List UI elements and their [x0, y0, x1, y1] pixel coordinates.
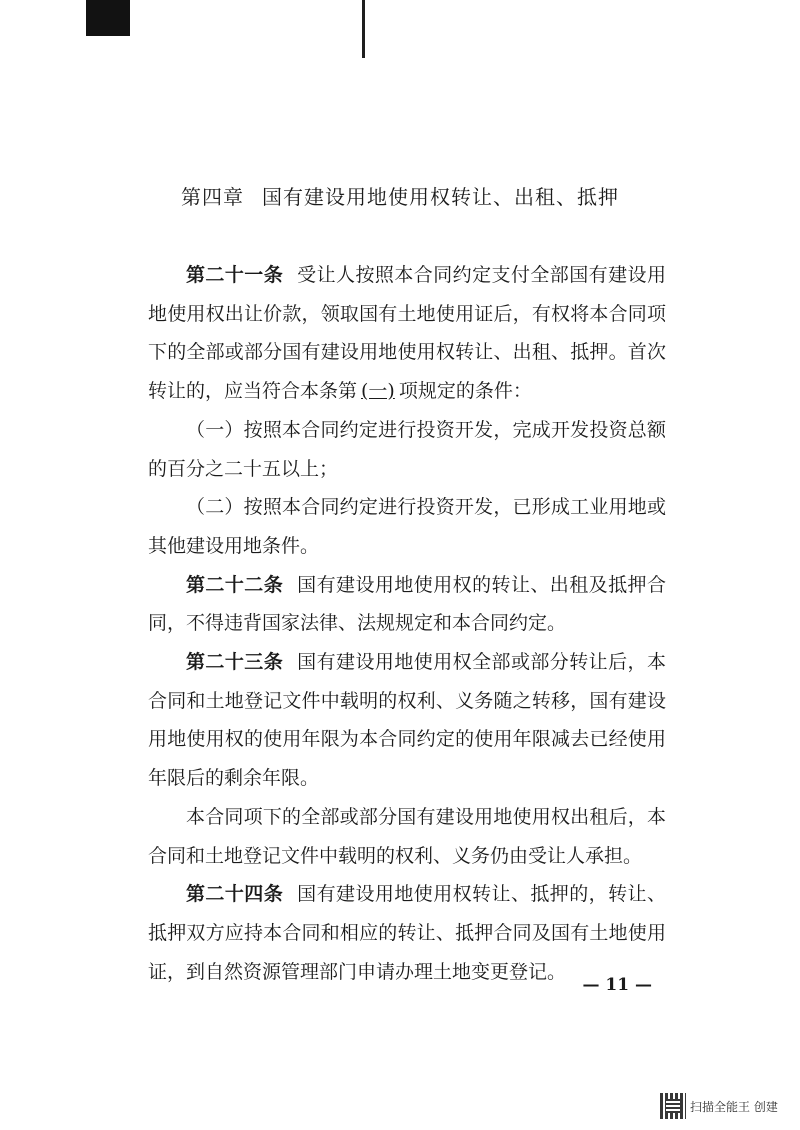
article-23-text: 国有建设用地使用权全部或部分转让后，本合同和土地登记文件中载明的权利、义务随之转移，国有建设用地使用权的使用年限为本合同约定的使用年限减去已经使用年限后的剩余年限。 [148, 651, 666, 790]
article-22-text: 国有建设用地使用权的转让、出租及抵押合同，不得违背国家法律、法规规定和本合同约定。 [148, 573, 666, 635]
article-24 [148, 875, 666, 991]
article-24-label: 第二十四条 [186, 883, 284, 906]
article-21 [148, 256, 666, 411]
article-21-item-2: （二）按照本合同约定进行投资开发，已形成工业用地或其他建设用地条件。 [148, 496, 666, 557]
chapter-heading [0, 181, 800, 210]
scan-edge-mark [86, 0, 130, 36]
article-22-label: 第二十二条 [186, 573, 284, 596]
article-21-option: (一) [361, 380, 395, 403]
article-22 [148, 566, 666, 643]
scanner-watermark [660, 1093, 778, 1119]
page-number: — 11 — [582, 975, 652, 995]
article-23-paragraph-2: 本合同项下的全部或部分国有建设用地使用权出租后，本合同和土地登记文件中载明的权利、义务仍由受让人承担。 [148, 805, 666, 867]
article-23 [148, 643, 666, 798]
article-24-text: 国有建设用地使用权转让、抵押的，转让、抵押双方应持本合同和相应的转让、抵押合同及国有土地使用证，到自然资源管理部门申请办理土地变更登记。 [148, 883, 666, 983]
article-21-item-1: （一）按照本合同约定进行投资开发，完成开发投资总额的百分之二十五以上； [148, 418, 666, 480]
qr-code-icon [660, 1093, 686, 1119]
scanner-watermark-text: 扫描全能王 创建 [690, 1099, 778, 1114]
article-21-text-b: 项规定的条件： [398, 380, 532, 403]
article-23-label: 第二十三条 [186, 651, 284, 674]
scan-binding-line [362, 0, 365, 58]
chapter-number: 第四章 [181, 185, 244, 209]
document-body [148, 256, 666, 991]
chapter-title: 国有建设用地使用权转让、出租、抵押 [262, 185, 619, 209]
article-21-label: 第二十一条 [186, 264, 284, 286]
article-21-text-a: 受让人按照本合同约定支付全部国有建设用地使用权出让价款，领取国有土地使用证后，有权将本合同项下的全部或部分国有建设用地使用权转让、出租、抵押。首次转让的，应当符合本条第 [148, 264, 666, 403]
